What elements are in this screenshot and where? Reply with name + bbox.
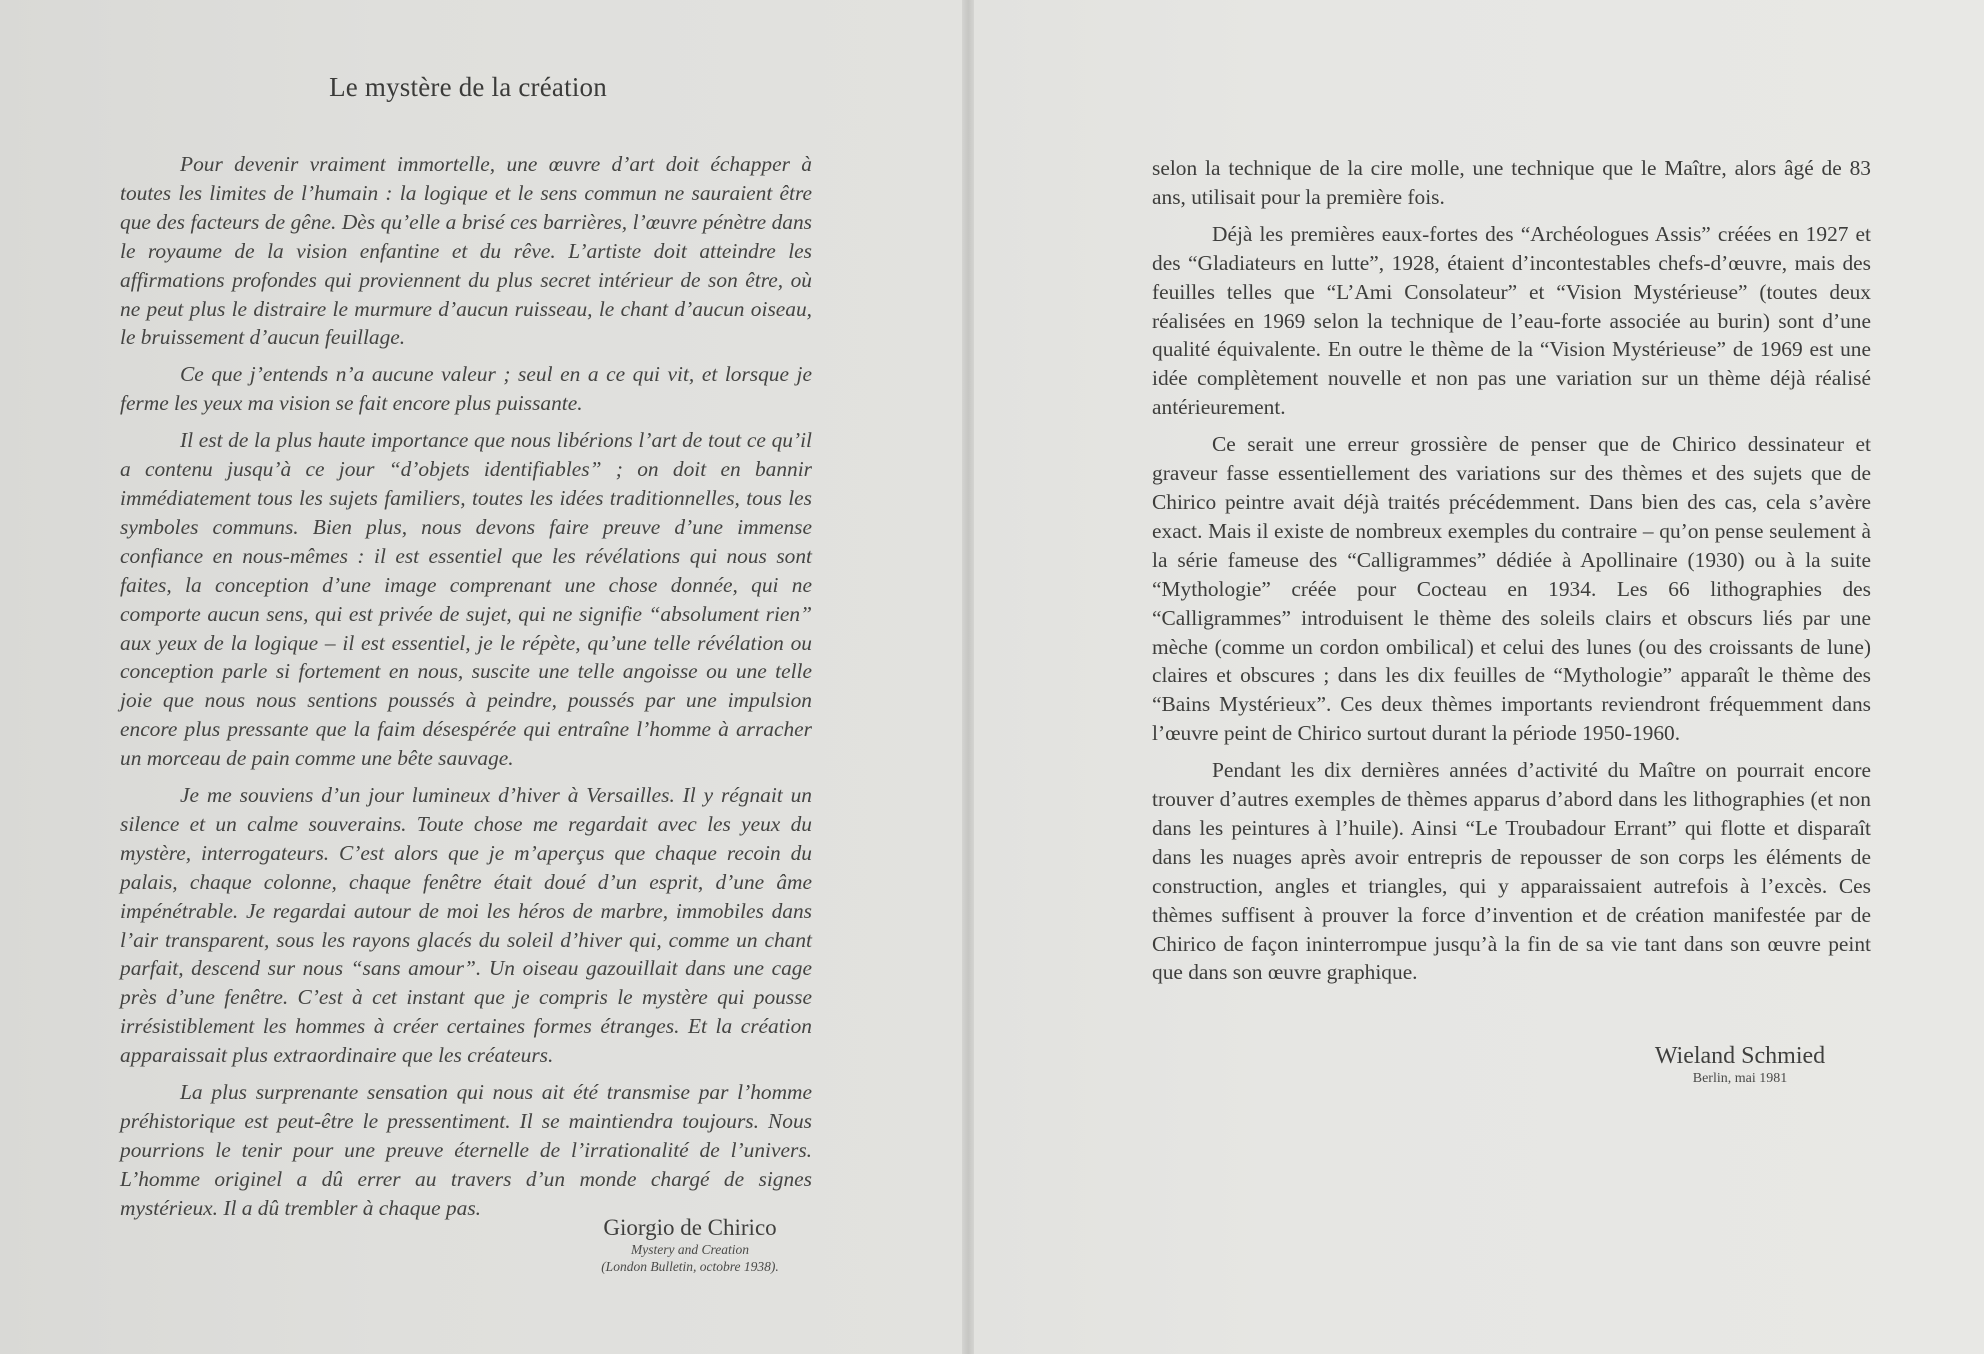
- essay-place-date: Berlin, mai 1981: [1692, 1071, 1788, 1086]
- quote-paragraph: La plus surprenante sensation qui nous ait été transmise par l’homme préhistorique est peut-être le pressentiment. Il se maintiendra toujours. Nous pourrions le tenir pour une preuve éternelle de l’irrationalité de l’univers. L’homme originel a dû errer au travers d’un monde chargé de signes mystérieux. Il a dû trembler à chaque pas.: [120, 1080, 812, 1220]
- essay-paragraph: Pendant les dix dernières années d’activité du Maître on pourrait encore trouver d’autres exemples de thèmes apparus d’abord dans les lithographies (et non dans les peintures à l’huile). Ainsi “Le Troubadour Errant” qui flotte et disparaît dans les nuages après avoir entrepris de repousser de son corps les éléments de construction, angles et triangles, qui y apparaissaient autrefois à l’excès. Ces thèmes suffisent à prouver la force d’invention et de création manifestée par de Chirico de façon ininterrompue jusqu’à la fin de sa vie tant dans son œuvre peint que dans son œuvre graphique.: [1152, 758, 1871, 985]
- quote-text: [120, 150, 812, 1231]
- essay-paragraph: Ce serait une erreur grossière de penser que de Chirico dessinateur et graveur fasse essentiellement des variations sur des thèmes et des sujets que de Chirico peintre avait déjà traités précédemment. Dans bien des cas, cela s’avère exact. Mais il existe de nombreux exemples du contraire – qu’on pense seulement à la série fameuse des “Calligrammes” dédiée à Apollinaire (1930) ou à la suite “Mythologie” créée pour Cocteau en 1934. Les 66 lithographies des “Calligrammes” introduisent le thème des soleils clairs et obscurs liés par une mèche (comme un cordon ombilical) et celui des lunes (ou des croissants de lune) claires et obscures ; dans les dix feuilles de “Mythologie” apparaît le thème des “Bains Mystérieux”. Ces deux thèmes importants reviendront fréquemment dans l’œuvre peint de Chirico surtout durant la période 1950-1960.: [1152, 432, 1871, 746]
- essay-paragraph: Déjà les premières eaux-fortes des “Archéologues Assis” créées en 1927 et des “Gladiateurs en lutte”, 1928, étaient d’incontestables chefs-d’œuvre, mais des feuilles telles que “L’Ami Consolateur” et “Vision Mystérieuse” (toutes deux réalisées en 1969 selon la technique de l’eau-forte associée au burin) sont d’une qualité équivalente. En outre le thème de la “Vision Mystérieuse” de 1969 est une idée complètement nouvelle et non pas une variation sur un thème déjà réalisé antérieurement.: [1152, 221, 1871, 420]
- essay-text: [1152, 154, 1871, 995]
- quote-paragraph: Il est de la plus haute importance que nous libérions l’art de tout ce qu’il a contenu jusqu’à ce jour “d’objets identifiables” ; on doit en bannir immédiatement tous les sujets familiers, toutes les idées traditionnelles, tous les symboles communs. Bien plus, nous devons faire preuve d’une immense confiance en nous-mêmes : il est essentiel que les révélations qui nous sont faites, la conception d’une image comprenant une chose donnée, qui ne comporte aucun sens, qui est privée de sujet, qui ne signifie “absolument rien” aux yeux de la logique – il est essentiel, je le répète, qu’une telle révélation ou conception parle si fortement en nous, suscite une telle angoisse ou une telle joie que nous nous sentions poussés à peindre, poussés par une impulsion encore plus pressante que la faim désespérée qui entraîne l’homme à arracher un morceau de pain comme une bête sauvage.: [120, 428, 812, 771]
- source-title: Mystery and Creation: [631, 1242, 749, 1257]
- quote-paragraph: Ce que j’entends n’a aucune valeur ; seul en a ce qui vit, et lorsque je ferme les yeux ma vision se fait encore plus puissante.: [120, 362, 812, 416]
- author-name: Giorgio de Chirico: [603, 1215, 777, 1240]
- essay-signature: [1620, 1043, 1860, 1087]
- page-title: Le mystère de la création: [329, 72, 607, 102]
- left-page: [0, 0, 966, 1354]
- author-signature: [560, 1215, 820, 1275]
- quote-paragraph: Je me souviens d’un jour lumineux d’hiver à Versailles. Il y régnait un silence et un calme souverains. Toute chose me regardait avec les yeux du mystère, interrogateurs. C’est alors que je m’aperçus que chaque recoin du palais, chaque colonne, chaque fenêtre était doué d’un esprit, d’une âme impénétrable. Je regardai autour de moi les héros de marbre, immobiles dans l’air transparent, sous les rayons glacés du soleil d’hiver qui, comme un chant parfait, descend sur nous “sans amour”. Un oiseau gazouillait dans une cage près d’une fenêtre. C’est à cet instant que je compris le mystère qui pousse irrésistiblement les hommes à créer certaines formes étranges. Et la création apparaissait plus extraordinaire que les créateurs.: [120, 783, 812, 1068]
- essay-paragraph: selon la technique de la cire molle, une technique que le Maître, alors âgé de 83 ans, utilisait pour la première fois.: [1152, 156, 1871, 209]
- source-reference: (London Bulletin, octobre 1938).: [601, 1259, 779, 1274]
- quote-paragraph: Pour devenir vraiment immortelle, une œuvre d’art doit échapper à toutes les limites de l’humain : la logique et le sens commun ne sauraient être que des facteurs de gêne. Dès qu’elle a brisé ces barrières, l’œuvre pénètre dans le royaume de la vision enfantine et du rêve. L’artiste doit atteindre les affirmations profondes qui proviennent du plus secret intérieur de son être, où ne peut plus le distraire le murmure d’aucun ruisseau, le chant d’aucun oiseau, le bruissement d’aucun feuillage.: [120, 152, 812, 350]
- essay-author-name: Wieland Schmied: [1654, 1043, 1826, 1069]
